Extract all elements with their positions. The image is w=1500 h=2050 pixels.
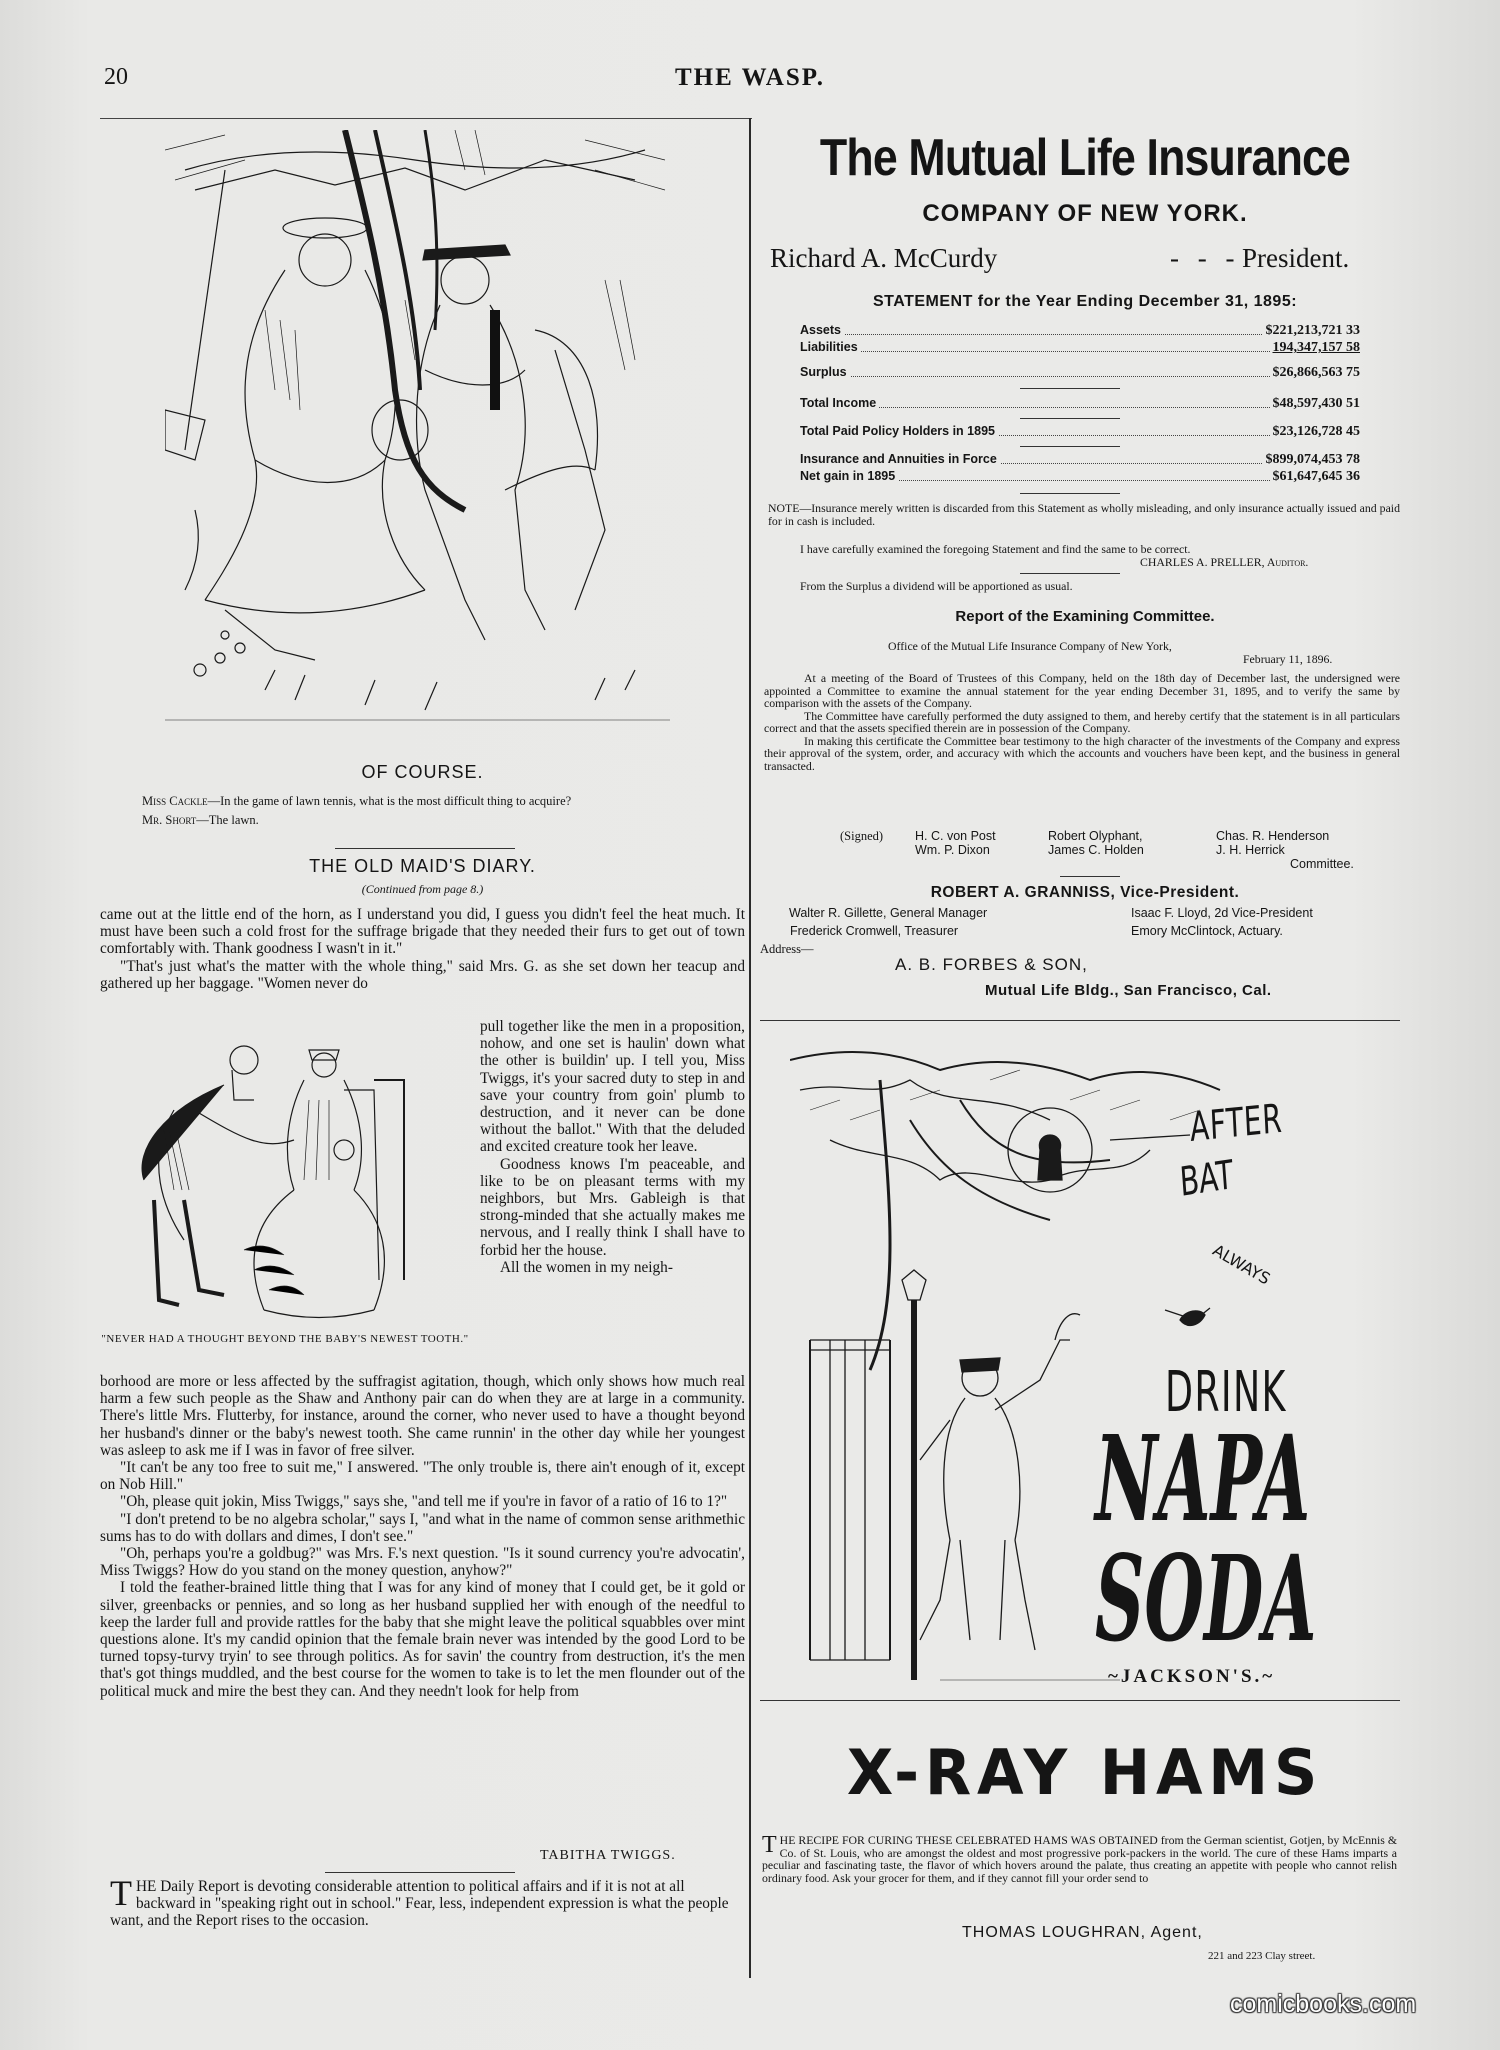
diary-signature: TABITHA TWIGGS. — [540, 1848, 676, 1863]
header-rule — [100, 118, 752, 119]
diary-paragraph: came out at the little end of the horn, as I understand you did, I guess you didn't feel the heat much. It must have been such a cold frost for the suffrage brigade that they needed their furs to get out of town comfortably with. Thank goodness I wasn't in it." — [100, 906, 745, 958]
watermark: comicbooks.com — [1230, 1990, 1417, 2018]
diary-paragraph: borhood are more or less affected by the suffragist agitation, though, which only shows how much real harm a few such people as the Shaw and Anthony pair can do when they are at large in a community. There's little Mrs. Flutterby, for instance, around the corner, who never used to have a thought beyond her husband's dinner or the baby's newest tooth. She came runnin' in the other day while her youngest was asleep to ask me if I was in favor of free silver. — [100, 1373, 745, 1459]
vice-president: ROBERT A. GRANNISS, Vice-President. — [930, 884, 1240, 901]
diary-title: THE OLD MAID'S DIARY. — [309, 856, 536, 876]
statement-row: Net gain in 1895 $61,647,645 36 — [800, 469, 1360, 484]
diary-paragraph: "I don't pretend to be no algebra scholar," says I, "and what in the name of common sense arithmethic sums has to do with dollars and dimes, I don't see." — [100, 1510, 745, 1545]
address-label: Address— — [760, 942, 814, 956]
statement-row: Liabilities 194,347,157 58 — [800, 340, 1360, 355]
dialog-speaker-2: Mr. Short — [142, 813, 197, 827]
xray-address: 221 and 223 Clay street. — [1208, 1950, 1316, 1962]
daily-report-note — [110, 1873, 745, 1929]
diary-paragraph: "Oh, please quit jokin, Miss Twiggs," says she, "and tell me if you're in favor of a ratio of 16 to 1?" — [120, 1493, 728, 1511]
president-name: Richard A. McCurdy — [770, 243, 998, 273]
statement-row: Total Income $48,597,430 51 — [800, 396, 1360, 411]
agent-name: A. B. FORBES & SON, — [895, 955, 1088, 974]
diary-paragraph: "Oh, perhaps you're a goldbug?" was Mrs. F.'s next question. "Is it sound currency you're advocatin', Miss Twiggs? How do you stand on the money question, anyhow?" — [100, 1545, 745, 1580]
napa-brand-napa: NAPA — [1095, 1409, 1311, 1548]
diary-text-bottom — [100, 1373, 745, 1700]
napa-after-text: AFTER — [1188, 1095, 1284, 1151]
cartoon-dialog — [102, 794, 747, 832]
diary-paragraph: pull together like the men in a proposition, nohow, and one set is haulin' down what the other is buildin' up. I tell you, Miss Twiggs, it's your sacred duty to step in and save your country from goin' plumb to destruction, and it never can be done without the ballot." With that the deluded and excited creature took her leave. — [480, 1018, 745, 1156]
dialog-line-2: —The lawn. — [196, 813, 259, 827]
diary-text-side — [480, 1018, 745, 1276]
diary-paragraph: All the women in my neigh- — [500, 1258, 673, 1276]
diary-text-top — [100, 906, 745, 992]
divider — [1020, 446, 1120, 447]
napa-bat-text: BAT — [1178, 1152, 1235, 1206]
page-number: 20 — [104, 64, 128, 90]
mutual-life-subtitle: COMPANY OF NEW YORK. — [922, 200, 1248, 227]
diary-paragraph: "That's just what's the matter with the whole thing," said Mrs. G. as she set down her teacup and gathered up her baggage. "Women never do — [100, 957, 745, 992]
auditor-name: CHARLES A. PRELLER, Auditor. — [1140, 555, 1309, 569]
divider — [1020, 573, 1120, 574]
dividend-note: From the Surplus a dividend will be apportioned as usual. — [800, 579, 1073, 593]
illustration-couple-bench — [165, 130, 670, 730]
napa-brand-soda: SODA — [1095, 1529, 1317, 1668]
divider — [1020, 388, 1120, 389]
statement-row: Assets $221,213,721 33 — [800, 323, 1360, 338]
section-rule — [325, 1872, 515, 1873]
divider — [1020, 493, 1120, 494]
xray-agent: THOMAS LOUGHRAN, Agent, — [962, 1924, 1203, 1941]
committee-report: At a meeting of the Board of Trustees of this Company, held on the 18th day of December last, the undersigned were appointed a Committee to examine the annual statement for the year ending December 31, 1895, and to verify the same by comparison with the assets of the Company. The Committee have carefully performed the duty assigned to them, and hereby certify that the statement is in all particulars correct and that the assets specified therein are in possession of the Company. In making this certificate the Committee bear testimony to the high character of the investments of the Company and express their approval of the system, order, and accuracy with which the accounts and vouchers have been kept, and the business in general transacted. — [764, 671, 1400, 773]
magazine-page: 20 THE WASP. OF COURSE. Miss Cackle—In the game of lawn tennis, what is the most difficult thing to acquire? Mr. Short—The lawn. THE OLD MAID'S DIARY. (Continued from page 8.) came out at the little end of the horn, as I understand you did, I guess you didn't feel the heat much. It must have been such a cold frost for the suffrage brigade that they needed their furs to get out of town comfortably with. Thank goodness I wasn't in it." "That's just what's the matter with the whole thing," said Mrs. G. as she set down her teacup and gathered up her baggage. "Women never do "NEVER HAD A THOUGHT BEYOND THE BABY'S NEWEST TOOTH." pull together like the men in a proposition, nohow, and one set is haulin' down what the other is buildin' up. I tell you, Miss Twiggs, it's your sacred duty to step in and save your country from goin' plumb to destruction, and it never can be done without the ballot." With that the deluded and excited creature took her leave. Goodness knows I'm peaceable, and like to be on pleasant terms with my neighbors, but Mrs. Gableigh is that strong-minded that she actually makes me nervous, and I really think I shall have to forbid her the house. All the women in my neigh- borhood are more or less affected by the suffragist agitation, though, which only shows how much real harm a few such people as the Shaw and Anthony pair can do when they are at large in a community. There's little Mrs. Flutterby, for instance, around the corner, who never used to have a thought beyond her husband's dinner or the baby's newest tooth. She came runnin' in the other day while her youngest was asleep to ask me if I was in favor of free silver. "It can't be any too free to suit me," I answered. "The only trouble is, there ain't enough of it, except on Nob Hill." "Oh, please quit jokin, Miss Twiggs," says she, "and tell me if you're in favor of a ratio of 16 to 1?" "I don't pretend to be no algebra scholar," says I, "and what in the name of common sense arithmethic sums has to do with dollars and dimes, I don't see." "Oh, perhaps you're a goldbug?" was Mrs. F.'s next question. "Is it sound currency you're advocatin', Miss Twiggs? How do you stand on the money question, anyhow?" I told the feather-brained little thing that I was for any kind of money that I could get, be it gold or silver, greenbacks or pennies, and so long as her husband supplied her with enough of the needful to keep the larder full and provide rattles for the baby that she might leave the political squabbles over mint questions alone. It's my candid opinion that the female brain never was intended by the good Lord to be turned topsy-turvy tryin' to see through politics. As for savin' the country from destruction, it's the men that's got things muddled, and the best course for the women to take is to let the men flounder out of the political muck and mire the best they can. And they needn't look for help from TABITHA TWIGGS. THE Daily Report is devoting considerable attention to political affairs and if it is not at all backward in "speaking right out in school." Fear, less, independent expression is what the people want, and the Report rises to the occasion. The Mutual Life Insurance COMPANY OF NEW YORK. Richard A. McCurdy - - - President. STATEMENT for the Year Ending December 31, 1895: Assets $221,213,721 33 Liabilities 194,347,157 58 Surplus $26,866,563 75 Total Income $48,597,430 51 Total Paid Policy Holders in 1895 $23,126,728 45 Insurance and Annuities in Force $899,074,453 78 Net gain in 1895 $61,647,645 36 NOTE—Insurance merely written is discarded from this Statement as wholly misleading, and only insurance actually issued and paid for in cash is included. I have carefully examined the foregoing Statement and find the same to be correct. CHARLES A. PRELLER, Auditor. From the Surplus a dividend will be apportioned as usual. Report of the Examining Committee. Office of the Mutual Life Insurance Company of New York, February 11, 1896. At a meeting of the Board of Trustees of this Company, held on the 18th day of December last, the undersigned were appointed a Committee to examine the annual statement for the year ending December 31, 1895, and to verify the same by comparison with the assets of the Company. The Committee have carefully performed the duty assigned to them, and hereby certify that the statement is in all particulars correct and that the assets specified therein are in possession of the Company. In making this certificate the Committee bear testimony to the high character of the investments of the Company and express their approval of the system, order, and accuracy with which the accounts and vouchers have been kept, and the business in general transacted. (Signed) H. C. von Post Wm. P. Dixon Robert Olyphant, James C. Holden Chas. R. Henderson J. H. Herrick Committee. ROBERT A. GRANNISS, Vice-President. Walter R. Gillette, General Manager Frederick Cromwell, Treasurer Isaac F. Lloyd, 2d Vice-President Emory McClintock, Actuary. Address— A. B. FORBES & SON, Mutual Life Bldg., San Francisco, Cal. AFTER BAT ALWAYS DRINK NAPA SODA ~JACKSON'S.~ X-RAY HAMS THE RECIPE FOR CURING THESE CELEBRATED HAMS WAS OBTAINED from the German scientist, Gotjen, by McEnnis & Co. of St. Louis, who are amongst the oldest and most progressive pork-packers in the world. The cure of these Hams imparts a peculiar and fascinating taste, the flavor of which hovers around the palate, thus creating an appetite with people who cannot relish ordinary food. Ask your grocer for them, and if they cannot fill your order send to THOMAS LOUGHRAN, Agent, 221 and 223 Clay street. comicbooks.com — [0, 0, 1500, 2050]
auditor-statement: I have carefully examined the foregoing Statement and find the same to be correct. — [800, 542, 1191, 556]
drop-cap: T — [762, 1832, 777, 1858]
diary-paragraph: "It can't be any too free to suit me," I answered. "The only trouble is, there ain't enough of it, except on Nob Hill." — [100, 1459, 745, 1494]
napa-always-text: ALWAYS — [1209, 1240, 1274, 1289]
office-line: Office of the Mutual Life Insurance Company of New York, — [888, 639, 1172, 653]
divider — [1020, 418, 1120, 419]
dialog-line-1: —In the game of lawn tennis, what is the most difficult thing to acquire? — [207, 794, 572, 808]
divider — [1060, 876, 1120, 877]
diary-continued-note: (Continued from page 8.) — [361, 882, 484, 896]
mutual-life-title: The Mutual Life Insurance — [819, 129, 1351, 187]
dialog-speaker-1: Miss Cackle — [142, 794, 208, 808]
president-dashes: - - - — [1170, 243, 1241, 273]
ad-divider — [760, 1020, 1400, 1021]
statement-row: Total Paid Policy Holders in 1895 $23,126,728 45 — [800, 424, 1360, 439]
xray-hams-title: X-RAY HAMS — [846, 1736, 1324, 1809]
statement-note: NOTE—Insurance merely written is discarded from this Statement as wholly misleading, and only insurance actually issued and paid for in cash is included. — [768, 501, 1400, 528]
illustration-caption: "NEVER HAD A THOUGHT BEYOND THE BABY'S NEWEST TOOTH." — [101, 1333, 469, 1345]
diary-paragraph: I told the feather-brained little thing that I was for any kind of money that I could get, be it gold or silver, greenbacks or pennies, and so long as her husband supplied her with enough of the needful to keep the larder full and provide rattles for the baby that she might leave the political squabbles over mint questions alone. It's my candid opinion that the female brain never was intended by the good Lord to be turned topsy-turvy tryin' to see through politics. As for savin' the country from destruction, it's the men that's got things muddled, and the best course for the women to take is to let the men flounder out of the political muck and mire the best they can. And they needn't look for help from — [100, 1579, 745, 1700]
cartoon-title: OF COURSE. — [361, 762, 484, 782]
column-divider — [749, 118, 751, 1978]
drop-cap: T — [110, 1873, 132, 1913]
napa-drink-text: DRINK — [1165, 1360, 1287, 1425]
ad-divider — [760, 1700, 1400, 1701]
statement-heading: STATEMENT for the Year Ending December 31, 1895: — [872, 293, 1298, 310]
office-date: February 11, 1896. — [1243, 652, 1333, 666]
illustration-parlor-scene — [104, 1040, 474, 1330]
president-label: President. — [1242, 243, 1350, 273]
daily-report-text: HE Daily Report is devoting considerable attention to political affairs and if it is not at all backward in "speaking right out in school." Fear, less, independent expression is what the people want, and the Report rises to the occasion. — [110, 1878, 729, 1929]
statement-row: Surplus $26,866,563 75 — [800, 365, 1360, 380]
publication-title: THE WASP. — [674, 64, 825, 91]
committee-heading: Report of the Examining Committee. — [955, 608, 1215, 625]
napa-maker: ~JACKSON'S.~ — [1108, 1666, 1276, 1687]
section-rule — [335, 848, 515, 849]
xray-hams-text: THE RECIPE FOR CURING THESE CELEBRATED HAMS WAS OBTAINED from the German scientist, Gotjen, by McEnnis & Co. of St. Louis, who are amongst the oldest and most progressive pork-packers in the world. The cure of these Hams imparts a peculiar and fascinating taste, the flavor of which hovers around the palate, thus creating an appetite with people who cannot relish ordinary food. Ask your grocer for them, and if they cannot fill your order send to — [762, 1832, 1397, 1885]
statement-row: Insurance and Annuities in Force $899,074,453 78 — [800, 452, 1360, 467]
diary-paragraph: Goodness knows I'm peaceable, and like to be on pleasant terms with my neighbors, but Mrs. Gableigh is that strong-minded that she actually makes me nervous, and I really think I shall have to forbid her the house. — [480, 1155, 745, 1259]
agent-address: Mutual Life Bldg., San Francisco, Cal. — [985, 982, 1272, 999]
